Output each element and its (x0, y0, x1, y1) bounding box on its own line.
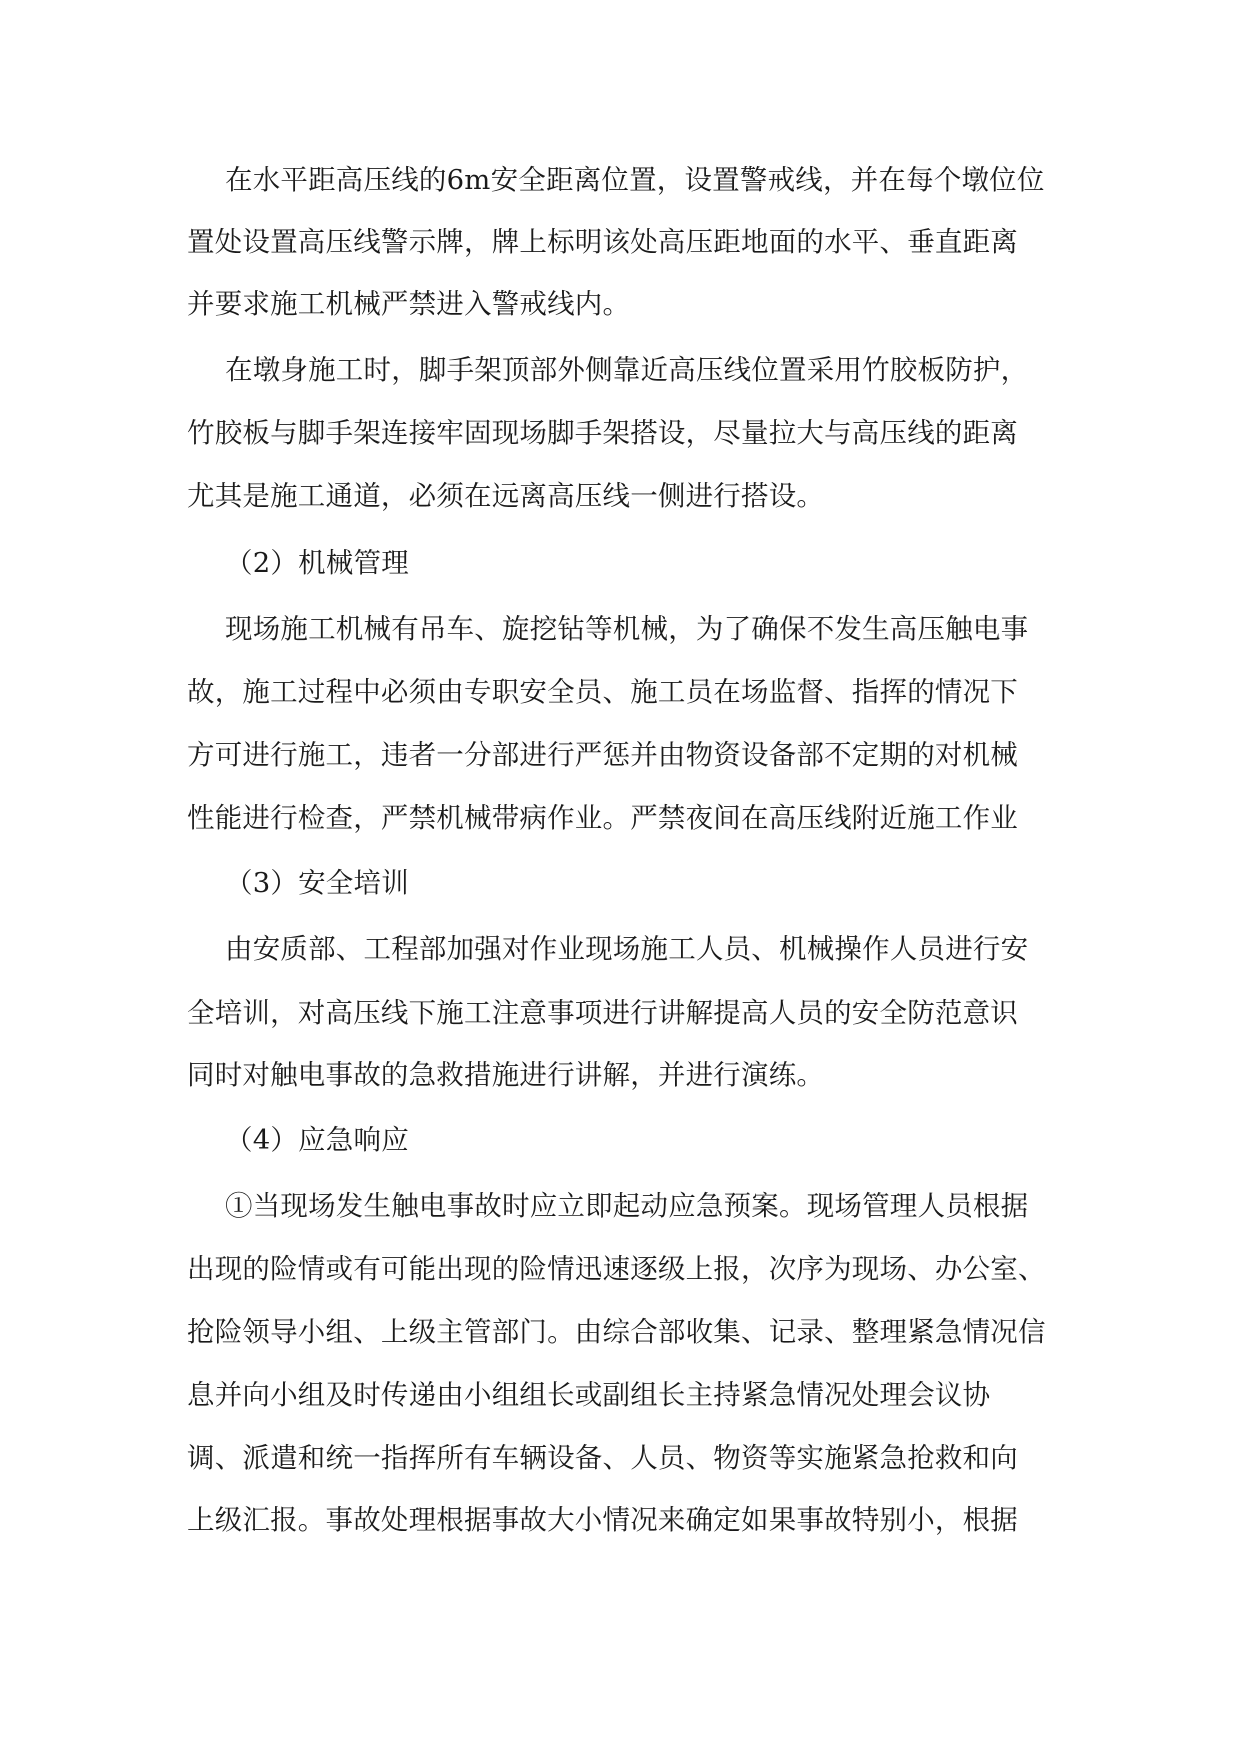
section-heading: （3）安全培训 (225, 867, 409, 899)
paragraph-line: 抢险领导小组、上级主管部门。由综合部收集、记录、整理紧急情况信 (187, 1316, 1046, 1348)
section-heading: （2）机械管理 (225, 547, 409, 579)
paragraph-line: 在水平距高压线的6m安全距离位置，设置警戒线，并在每个墩位位 (225, 164, 1045, 196)
paragraph-line: 在墩身施工时，脚手架顶部外侧靠近高压线位置采用竹胶板防护， (225, 354, 1029, 386)
paragraph-line: 同时对触电事故的急救措施进行讲解，并进行演练。 (187, 1059, 825, 1091)
paragraph-line: 尤其是施工通道，必须在远离高压线一侧进行搭设。 (187, 480, 825, 512)
paragraph-line: 并要求施工机械严禁进入警戒线内。 (187, 288, 631, 320)
paragraph-line: 调、派遣和统一指挥所有车辆设备、人员、物资等实施紧急抢救和向 (187, 1442, 1018, 1474)
paragraph-line: 息并向小组及时传递由小组组长或副组长主持紧急情况处理会议协 (187, 1379, 991, 1411)
paragraph-line: 故，施工过程中必须由专职安全员、施工员在场监督、指挥的情况下 (187, 676, 1018, 708)
paragraph-line: 置处设置高压线警示牌，牌上标明该处高压距地面的水平、垂直距离 (187, 226, 1018, 258)
paragraph-line: 出现的险情或有可能出现的险情迅速逐级上报，次序为现场、办公室、 (187, 1253, 1046, 1285)
section-heading: （4）应急响应 (225, 1124, 409, 1156)
paragraph-line: 全培训，对高压线下施工注意事项进行讲解提高人员的安全防范意识 (187, 997, 1018, 1029)
paragraph-line: ①当现场发生触电事故时应立即起动应急预案。现场管理人员根据 (225, 1190, 1029, 1222)
paragraph-line: 竹胶板与脚手架连接牢固现场脚手架搭设，尽量拉大与高压线的距离 (187, 417, 1018, 449)
paragraph-line: 现场施工机械有吊车、旋挖钻等机械，为了确保不发生高压触电事 (225, 613, 1029, 645)
paragraph-line: 性能进行检查，严禁机械带病作业。严禁夜间在高压线附近施工作业 (187, 802, 1018, 834)
paragraph-line: 方可进行施工，违者一分部进行严惩并由物资设备部不定期的对机械 (187, 739, 1018, 771)
paragraph-line: 由安质部、工程部加强对作业现场施工人员、机械操作人员进行安 (225, 933, 1029, 965)
paragraph-line: 上级汇报。事故处理根据事故大小情况来确定如果事故特别小，根据 (187, 1504, 1018, 1536)
